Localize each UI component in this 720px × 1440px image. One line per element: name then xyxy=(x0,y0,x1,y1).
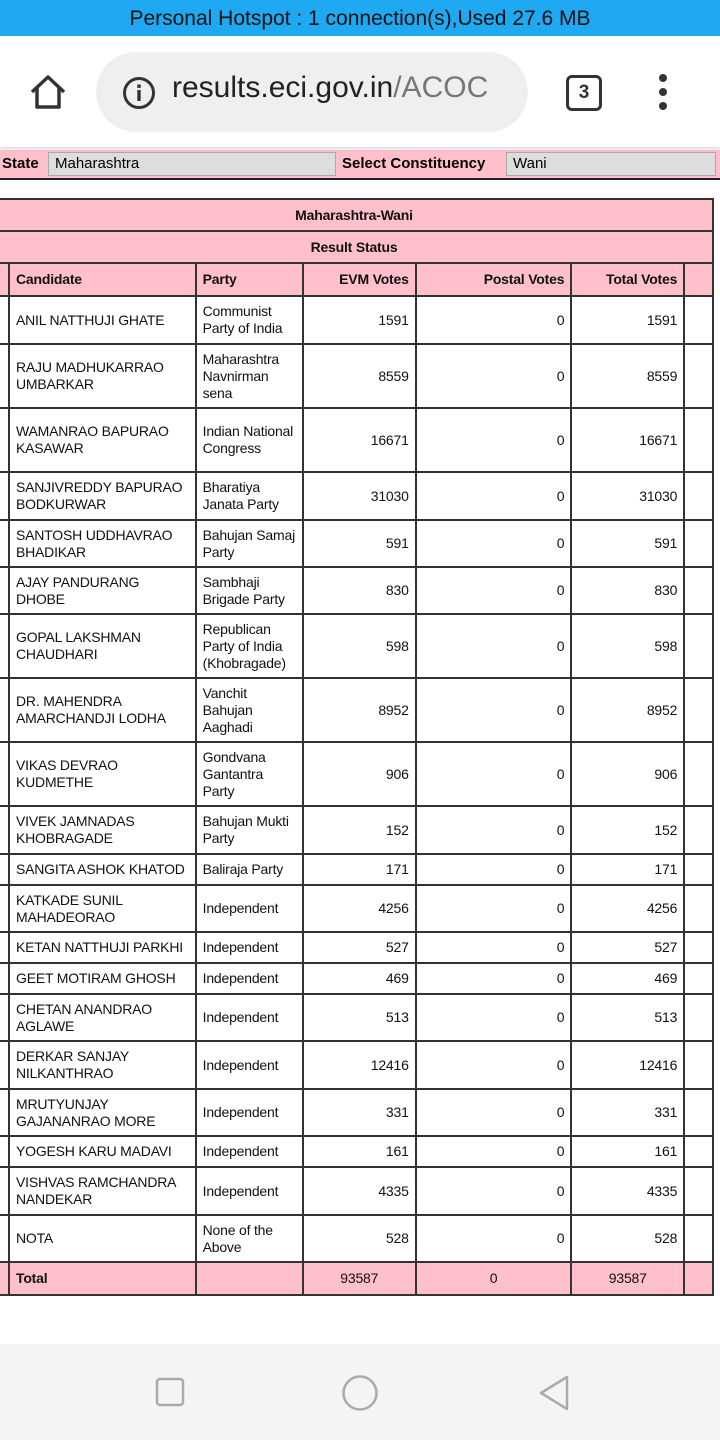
party-cell: Independent xyxy=(196,885,303,932)
table-row xyxy=(0,408,713,472)
evm-votes-cell: 12416 xyxy=(303,1041,416,1089)
postal-votes-cell: 0 xyxy=(416,994,572,1041)
hotspot-status-text: Personal Hotspot : 1 connection(s),Used 27.6 MB xyxy=(129,7,591,30)
postal-votes-cell: 0 xyxy=(416,932,572,963)
row-stub xyxy=(684,678,713,742)
total-votes-cell: 1591 xyxy=(571,296,684,344)
filter-bar xyxy=(0,150,720,180)
table-row xyxy=(0,1041,713,1089)
evm-votes-cell: 598 xyxy=(303,614,416,678)
party-cell: Communist Party of India xyxy=(196,296,303,344)
postal-votes-cell: 0 xyxy=(416,567,572,614)
constituency-label: Select Constituency xyxy=(342,155,486,172)
row-stub xyxy=(0,963,9,994)
row-stub xyxy=(684,742,713,806)
total-total: 93587 xyxy=(571,1262,684,1295)
header-postal-votes: Postal Votes xyxy=(416,263,572,296)
total-votes-cell: 331 xyxy=(571,1089,684,1136)
table-row xyxy=(0,1136,713,1167)
table-row xyxy=(0,885,713,932)
party-cell: Bahujan Mukti Party xyxy=(196,806,303,854)
evm-votes-cell: 830 xyxy=(303,567,416,614)
party-cell: Indian National Congress xyxy=(196,408,303,472)
home-nav-icon[interactable] xyxy=(341,1374,379,1412)
table-row xyxy=(0,1089,713,1136)
row-stub xyxy=(0,1215,9,1262)
candidate-cell: VISHVAS RAMCHANDRA NANDEKAR xyxy=(9,1167,196,1215)
evm-votes-cell: 528 xyxy=(303,1215,416,1262)
party-cell: Vanchit Bahujan Aaghadi xyxy=(196,678,303,742)
total-votes-cell: 8559 xyxy=(571,344,684,408)
total-party xyxy=(196,1262,303,1295)
row-stub xyxy=(684,1215,713,1262)
back-icon[interactable] xyxy=(537,1374,571,1412)
row-stub xyxy=(684,408,713,472)
total-label: Total xyxy=(9,1262,196,1295)
total-votes-cell: 591 xyxy=(571,520,684,567)
postal-votes-cell: 0 xyxy=(416,408,572,472)
evm-votes-cell: 591 xyxy=(303,520,416,567)
party-cell: Independent xyxy=(196,1089,303,1136)
row-stub xyxy=(684,932,713,963)
table-row xyxy=(0,806,713,854)
home-icon[interactable] xyxy=(28,72,68,112)
postal-votes-cell: 0 xyxy=(416,614,572,678)
header-evm-votes: EVM Votes xyxy=(303,263,416,296)
row-stub xyxy=(0,742,9,806)
candidate-cell: RAJU MADHUKARRAO UMBARKAR xyxy=(9,344,196,408)
evm-votes-cell: 8559 xyxy=(303,344,416,408)
candidate-cell: WAMANRAO BAPURAO KASAWAR xyxy=(9,408,196,472)
browser-toolbar xyxy=(0,36,720,147)
candidate-cell: GEET MOTIRAM GHOSH xyxy=(9,963,196,994)
row-stub xyxy=(684,520,713,567)
postal-votes-cell: 0 xyxy=(416,344,572,408)
row-stub xyxy=(0,932,9,963)
candidate-cell: NOTA xyxy=(9,1215,196,1262)
url-path: /ACOC xyxy=(393,71,489,104)
table-row xyxy=(0,994,713,1041)
table-row xyxy=(0,520,713,567)
party-cell: Independent xyxy=(196,932,303,963)
total-postal: 0 xyxy=(416,1262,572,1295)
candidate-cell: GOPAL LAKSHMAN CHAUDHARI xyxy=(9,614,196,678)
total-votes-cell: 16671 xyxy=(571,408,684,472)
table-row xyxy=(0,344,713,408)
table-row xyxy=(0,932,713,963)
candidate-cell: MRUTYUNJAY GAJANANRAO MORE xyxy=(9,1089,196,1136)
party-cell: None of the Above xyxy=(196,1215,303,1262)
total-votes-cell: 469 xyxy=(571,963,684,994)
row-stub xyxy=(0,408,9,472)
state-select[interactable]: Maharashtra xyxy=(48,152,336,176)
row-stub xyxy=(0,472,9,520)
evm-votes-cell: 906 xyxy=(303,742,416,806)
postal-votes-cell: 0 xyxy=(416,472,572,520)
table-row xyxy=(0,614,713,678)
evm-votes-cell: 469 xyxy=(303,963,416,994)
total-votes-cell: 4335 xyxy=(571,1167,684,1215)
row-stub xyxy=(684,1167,713,1215)
table-row xyxy=(0,472,713,520)
total-votes-cell: 8952 xyxy=(571,678,684,742)
candidate-cell: ANIL NATTHUJI GHATE xyxy=(9,296,196,344)
table-row xyxy=(0,742,713,806)
status-bar xyxy=(0,0,720,36)
party-cell: Independent xyxy=(196,994,303,1041)
evm-votes-cell: 4335 xyxy=(303,1167,416,1215)
candidate-cell: DR. MAHENDRA AMARCHANDJI LODHA xyxy=(9,678,196,742)
info-icon[interactable] xyxy=(122,76,156,110)
evm-votes-cell: 152 xyxy=(303,806,416,854)
row-stub xyxy=(0,1089,9,1136)
row-stub xyxy=(0,1136,9,1167)
total-votes-cell: 31030 xyxy=(571,472,684,520)
total-votes-cell: 513 xyxy=(571,994,684,1041)
row-stub xyxy=(684,885,713,932)
party-cell: Independent xyxy=(196,1167,303,1215)
table-row xyxy=(0,567,713,614)
row-stub xyxy=(684,1041,713,1089)
row-stub xyxy=(0,854,9,885)
evm-votes-cell: 8952 xyxy=(303,678,416,742)
candidate-cell: DERKAR SANJAY NILKANTHRAO xyxy=(9,1041,196,1089)
party-cell: Independent xyxy=(196,1136,303,1167)
row-stub xyxy=(684,994,713,1041)
row-stub xyxy=(684,296,713,344)
row-stub xyxy=(684,472,713,520)
total-votes-cell: 830 xyxy=(571,567,684,614)
table-row xyxy=(0,963,713,994)
url-text xyxy=(172,71,488,105)
row-stub xyxy=(0,344,9,408)
candidate-cell: SANGITA ASHOK KHATOD xyxy=(9,854,196,885)
header-row xyxy=(0,263,713,296)
evm-votes-cell: 31030 xyxy=(303,472,416,520)
postal-votes-cell: 0 xyxy=(416,1136,572,1167)
total-votes-cell: 12416 xyxy=(571,1041,684,1089)
row-stub xyxy=(0,806,9,854)
total-votes-cell: 527 xyxy=(571,932,684,963)
tab-switcher-button[interactable]: 3 xyxy=(566,75,602,111)
table-row xyxy=(0,296,713,344)
state-label: State xyxy=(2,155,39,172)
candidate-cell: SANTOSH UDDHAVRAO BHADIKAR xyxy=(9,520,196,567)
table-subtitle: Result Status xyxy=(0,231,713,263)
row-stub xyxy=(684,344,713,408)
party-cell: Independent xyxy=(196,1041,303,1089)
total-votes-cell: 171 xyxy=(571,854,684,885)
evm-votes-cell: 16671 xyxy=(303,408,416,472)
table-row xyxy=(0,678,713,742)
candidate-cell: SANJIVREDDY BAPURAO BODKURWAR xyxy=(9,472,196,520)
row-stub xyxy=(0,994,9,1041)
postal-votes-cell: 0 xyxy=(416,678,572,742)
postal-votes-cell: 0 xyxy=(416,520,572,567)
table-row xyxy=(0,854,713,885)
postal-votes-cell: 0 xyxy=(416,885,572,932)
party-cell: Bharatiya Janata Party xyxy=(196,472,303,520)
row-stub xyxy=(0,567,9,614)
evm-votes-cell: 4256 xyxy=(303,885,416,932)
evm-votes-cell: 161 xyxy=(303,1136,416,1167)
total-votes-cell: 906 xyxy=(571,742,684,806)
row-stub xyxy=(684,567,713,614)
table-row xyxy=(0,1215,713,1262)
system-nav-bar xyxy=(0,1344,720,1440)
candidate-cell: KATKADE SUNIL MAHADEORAO xyxy=(9,885,196,932)
postal-votes-cell: 0 xyxy=(416,1215,572,1262)
candidate-cell: AJAY PANDURANG DHOBE xyxy=(9,567,196,614)
party-cell: Republican Party of India (Khobragade) xyxy=(196,614,303,678)
total-votes-cell: 528 xyxy=(571,1215,684,1262)
postal-votes-cell: 0 xyxy=(416,963,572,994)
total-votes-cell: 152 xyxy=(571,806,684,854)
total-votes-cell: 4256 xyxy=(571,885,684,932)
postal-votes-cell: 0 xyxy=(416,296,572,344)
party-cell: Sambhaji Brigade Party xyxy=(196,567,303,614)
candidate-cell: VIKAS DEVRAO KUDMETHE xyxy=(9,742,196,806)
evm-votes-cell: 331 xyxy=(303,1089,416,1136)
evm-votes-cell: 513 xyxy=(303,994,416,1041)
candidate-cell: YOGESH KARU MADAVI xyxy=(9,1136,196,1167)
party-cell: Bahujan Samaj Party xyxy=(196,520,303,567)
postal-votes-cell: 0 xyxy=(416,1041,572,1089)
row-stub xyxy=(684,1136,713,1167)
party-cell: Independent xyxy=(196,963,303,994)
evm-votes-cell: 1591 xyxy=(303,296,416,344)
row-stub xyxy=(684,963,713,994)
url-host: results.eci.gov.in xyxy=(172,71,394,104)
candidate-cell: KETAN NATTHUJI PARKHI xyxy=(9,932,196,963)
row-stub xyxy=(684,1089,713,1136)
table-title: Maharashtra-Wani xyxy=(0,199,713,231)
candidate-cell: VIVEK JAMNADAS KHOBRAGADE xyxy=(9,806,196,854)
postal-votes-cell: 0 xyxy=(416,806,572,854)
header-party: Party xyxy=(196,263,303,296)
row-stub xyxy=(684,614,713,678)
row-stub xyxy=(684,806,713,854)
party-cell: Gondvana Gantantra Party xyxy=(196,742,303,806)
table-row xyxy=(0,1167,713,1215)
evm-votes-cell: 527 xyxy=(303,932,416,963)
party-cell: Baliraja Party xyxy=(196,854,303,885)
results-table xyxy=(0,198,714,1296)
candidate-cell: CHETAN ANANDRAO AGLAWE xyxy=(9,994,196,1041)
row-stub xyxy=(684,854,713,885)
constituency-select[interactable]: Wani xyxy=(506,152,716,176)
row-stub xyxy=(0,1167,9,1215)
row-stub xyxy=(0,1041,9,1089)
header-total-votes: Total Votes xyxy=(571,263,684,296)
header-candidate: Candidate xyxy=(9,263,196,296)
postal-votes-cell: 0 xyxy=(416,742,572,806)
postal-votes-cell: 0 xyxy=(416,854,572,885)
total-evm: 93587 xyxy=(303,1262,416,1295)
row-stub xyxy=(0,678,9,742)
more-menu-icon[interactable] xyxy=(656,74,670,114)
party-cell: Maharashtra Navnirman sena xyxy=(196,344,303,408)
total-votes-cell: 161 xyxy=(571,1136,684,1167)
row-stub xyxy=(0,296,9,344)
total-votes-cell: 598 xyxy=(571,614,684,678)
recent-apps-icon[interactable] xyxy=(155,1377,185,1407)
row-stub xyxy=(0,885,9,932)
postal-votes-cell: 0 xyxy=(416,1089,572,1136)
row-stub xyxy=(0,520,9,567)
row-stub xyxy=(0,614,9,678)
address-bar[interactable] xyxy=(96,52,528,132)
evm-votes-cell: 171 xyxy=(303,854,416,885)
total-row xyxy=(0,1262,713,1295)
postal-votes-cell: 0 xyxy=(416,1167,572,1215)
